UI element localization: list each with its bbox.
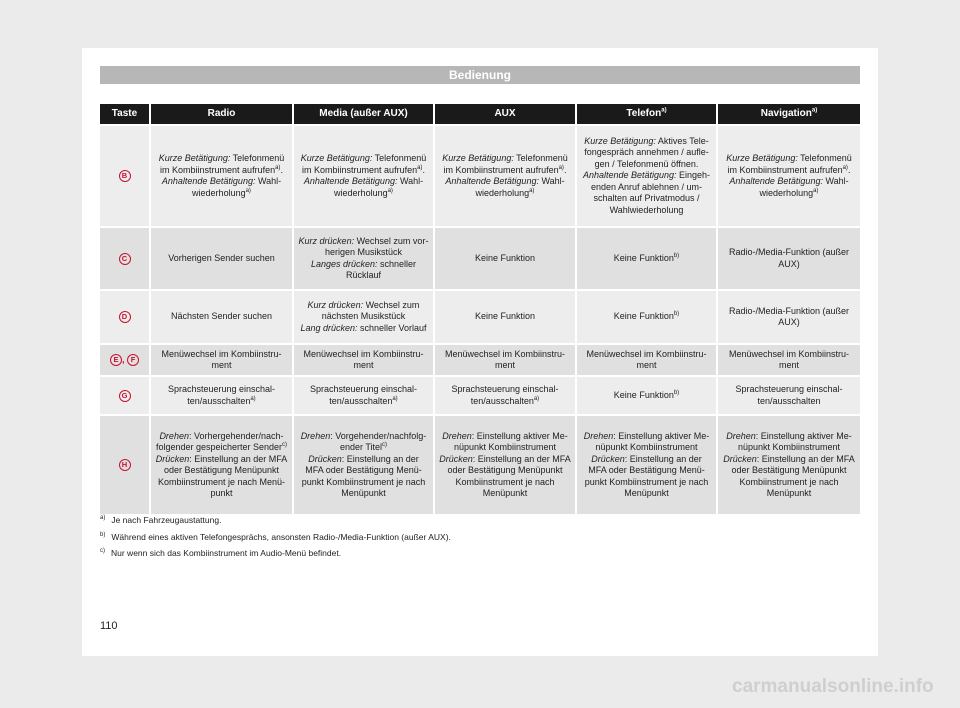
table-cell: Menüwechsel im Kombiinstrument (716, 345, 860, 375)
table-row (100, 126, 860, 226)
table-cell: Vorherigen Sender suchen (149, 228, 292, 289)
table-cell: Sprachsteuerung einschalten/ausschalten (716, 377, 860, 414)
table-row (100, 377, 860, 414)
table-cell: Sprachsteuerung einschalten/ausschalten$^{a)}$ (433, 377, 575, 414)
table-cell: Keine Funktion$^{b)}$ (575, 377, 716, 414)
table-cell: Drehen: Einstellung aktiver Menüpunkt Kombiinstrument Drücken: Einstellung an der MFA oder Bestätigung Menüpunkt Kombiinstrument je nach Menüpunkt (433, 416, 575, 514)
button-g-icon: G (119, 390, 131, 402)
button-c-icon: C (119, 253, 131, 265)
table-cell: Drehen: Vorgehender/nachfolgender Titel$^{c)}$ Drücken: Einstellung an der MFA oder Bestätigung Menüpunkt Kombiinstrument je nach Menüpunkt (292, 416, 433, 514)
button-f-icon: F (127, 354, 139, 366)
button-d-icon: D (119, 311, 131, 323)
footnote-b: $^{b)}$ Während eines aktiven Telefongesprächs, ansonsten Radio-/Media-Funktion (außer AUX). (100, 532, 451, 542)
footnote-a: $^{a)}$ Je nach Fahrzeugaustattung. (100, 515, 222, 525)
footnote-c: $^{c)}$ Nur wenn sich das Kombiinstrument im Audio-Menü befindet. (100, 548, 342, 558)
button-b-icon: B (119, 170, 131, 182)
table-cell: Kurz drücken: Wechsel zum vorherigen Musikstück Langes drücken: schneller Rücklauf (292, 228, 433, 289)
page-number: 110 (100, 620, 118, 632)
button-e-icon: E (110, 354, 122, 366)
table-cell: Radio-/Media-Funktion (außer AUX) (716, 228, 860, 289)
key-cell (100, 228, 149, 289)
key-cell (100, 416, 149, 514)
table-cell: Nächsten Sender suchen (149, 291, 292, 343)
table-cell: Keine Funktion (433, 228, 575, 289)
table-cell: Sprachsteuerung einschalten/ausschalten$^{a)}$ (292, 377, 433, 414)
table-row (100, 291, 860, 343)
table-cell: Keine Funktion$^{b)}$ (575, 228, 716, 289)
table-cell: Menüwechsel im Kombiinstrument (433, 345, 575, 375)
table-cell: Kurze Betätigung: Telefonmenü im Kombiinstrument aufrufen$^{a)}$. Anhaltende Betätigung: Wahlwiederholung$^{a)}$ (149, 126, 292, 226)
col-header-navigation: Navigation$^{a)}$ (716, 104, 860, 124)
button-h-icon: H (119, 459, 131, 471)
col-header-media: Media (außer AUX) (292, 104, 433, 124)
col-header-aux: AUX (433, 104, 575, 124)
table-cell: Menüwechsel im Kombiinstrument (149, 345, 292, 375)
table-row (100, 416, 860, 514)
controls-table (100, 102, 860, 516)
table-row (100, 228, 860, 289)
table-cell: Kurze Betätigung: Telefonmenü im Kombiinstrument aufrufen$^{a)}$. Anhaltende Betätigung: Wahlwiederholung$^{a)}$ (433, 126, 575, 226)
table-row (100, 345, 860, 375)
table-cell: Menüwechsel im Kombiinstrument (292, 345, 433, 375)
key-cell (100, 291, 149, 343)
table-cell: Menüwechsel im Kombiinstrument (575, 345, 716, 375)
table-cell: Radio-/Media-Funktion (außer AUX) (716, 291, 860, 343)
key-cell (100, 126, 149, 226)
key-cell: E , F (100, 345, 149, 375)
table-header-row (100, 104, 860, 124)
col-header-telefon: Telefon$^{a)}$ (575, 104, 716, 124)
key-cell (100, 377, 149, 414)
watermark: carmanualsonline.info (732, 676, 934, 697)
table-cell: Kurze Betätigung: Telefonmenü im Kombiinstrument aufrufen$^{a)}$. Anhaltende Betätigung: Wahlwiederholung$^{a)}$ (292, 126, 433, 226)
table-cell: Kurze Betätigung: Telefonmenü im Kombiinstrument aufrufen$^{a)}$. Anhaltende Betätigung: Wahlwiederholung$^{a)}$ (716, 126, 860, 226)
col-header-radio: Radio (149, 104, 292, 124)
table-cell: Kurz drücken: Wechsel zum nächsten Musikstück Lang drücken: schneller Vorlauf (292, 291, 433, 343)
table-cell: Drehen: Einstellung aktiver Menüpunkt Kombiinstrument Drücken: Einstellung an der MFA oder Bestätigung Menüpunkt Kombiinstrument je nach Menüpunkt (575, 416, 716, 514)
table-cell: Keine Funktion (433, 291, 575, 343)
table-cell: Kurze Betätigung: Aktives Telefongespräch annehmen / auflegen / Telefonmenü öffnen. Anhaltende Betätigung: Eingehenden Anruf ablehnen / umschalten auf Privatmodus / Wahlwiederholung (575, 126, 716, 226)
table-cell: Keine Funktion$^{b)}$ (575, 291, 716, 343)
col-header-taste: Taste (100, 104, 149, 124)
table-cell: Drehen: Einstellung aktiver Menüpunkt Kombiinstrument Drücken: Einstellung an der MFA oder Bestätigung Menüpunkt Kombiinstrument je nach Menüpunkt (716, 416, 860, 514)
section-title: Bedienung (100, 66, 860, 84)
table-cell: Sprachsteuerung einschalten/ausschalten$^{a)}$ (149, 377, 292, 414)
table-cell: Drehen: Vorhergehender/nachfolgender gespeicherter Sender$^{c)}$ Drücken: Einstellung an der MFA oder Bestätigung Menüpunkt Kombiinstrument je nach Menüpunkt (149, 416, 292, 514)
